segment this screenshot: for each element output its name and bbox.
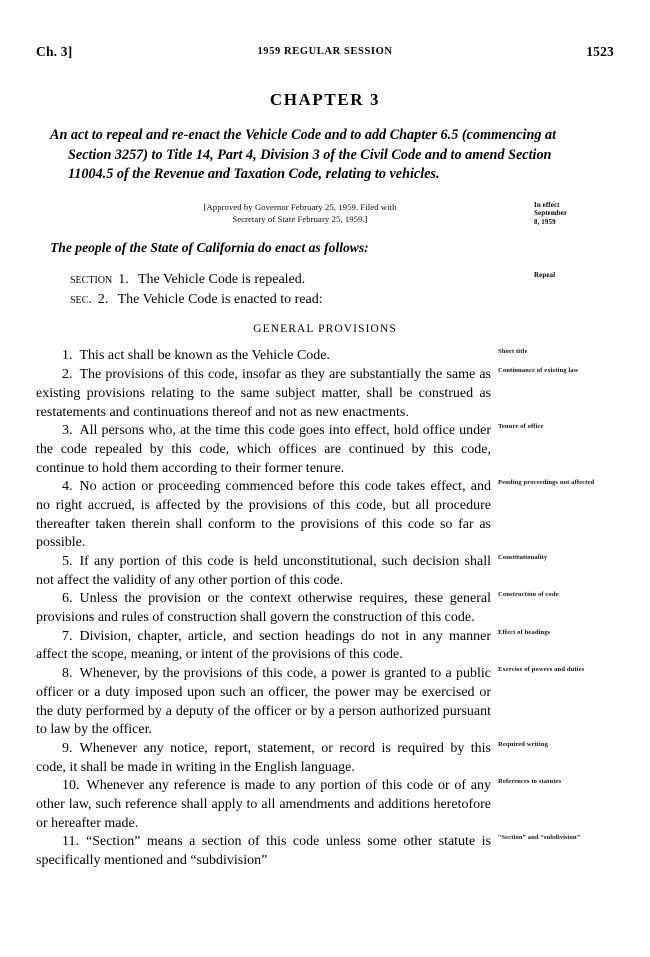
provision-row [36, 553, 614, 590]
provisions-body [36, 347, 614, 870]
provision-number: 10. [62, 778, 80, 794]
provision-row [36, 628, 614, 665]
provision-text: Whenever, by the provisions of this code, a power is granted to a public officer or a duty imposed upon such an officer, the power may be exercised or the duty performed by a deputy of the officer or by a person authorized pursuant to law by the officer. [36, 666, 491, 738]
provision-sidenote: Tenure of office [498, 423, 544, 431]
enacting-clause: The people of the State of California do enact as follows: [50, 239, 369, 255]
section-line-1 [70, 270, 614, 290]
provision-row [36, 590, 614, 627]
sidenote-in-effect: In effect September 8, 1959 [534, 200, 568, 226]
section-1-number: 1. [118, 271, 129, 287]
provision-row [36, 478, 614, 553]
page-content [36, 44, 614, 871]
section-line-2 [70, 290, 614, 310]
provision-sidenote: Effect of headings [498, 628, 551, 636]
provision-row [36, 422, 614, 478]
section-2-number: 2. [97, 291, 109, 307]
sidenote-repeal: Repeal [534, 270, 556, 279]
section-1-label: section [70, 271, 113, 287]
provision-sidenote: Short title [498, 348, 528, 356]
provision-row [36, 777, 614, 833]
provision-paragraph [36, 478, 491, 553]
act-title-line-3: 4, Division 3 of the Civil Code and to amend Section 11004.5 [68, 146, 552, 183]
section-2-label: sec. [70, 291, 92, 307]
provision-number: 4. [62, 479, 73, 495]
provision-paragraph [36, 422, 491, 478]
provision-sidenote: Continuance of existing law [498, 367, 579, 375]
provision-sidenote: Exercise of powers and duties [498, 666, 585, 674]
chapter-heading: CHAPTER 3 [269, 90, 381, 109]
running-head-session: 1959 REGULAR SESSION [257, 46, 393, 57]
provision-paragraph [36, 740, 491, 777]
provision-paragraph [36, 366, 491, 422]
provision-sidenote: References to statutes [498, 778, 562, 786]
provision-text: This act shall be known as the Vehicle Code. [79, 348, 331, 364]
provision-row [36, 366, 614, 422]
general-provisions-heading: GENERAL PROVISIONS [253, 323, 397, 336]
running-head-chapter: Ch. 3] [36, 44, 73, 59]
provision-text: Whenever any reference is made to any portion of this code or of any other law, such reference shall apply to all amendments and additions heretofore or hereafter made. [36, 778, 491, 831]
provision-paragraph [36, 590, 491, 627]
act-title [50, 126, 596, 185]
provision-text: “Section” means a section of this code unless some other statute is specifically mentioned and “subdivision” [36, 834, 491, 868]
provision-paragraph [36, 347, 491, 366]
provision-sidenote: Required writing [498, 740, 549, 748]
provision-number: 6. [62, 591, 73, 607]
provision-row [36, 833, 614, 870]
provision-number: 7. [62, 628, 73, 644]
running-head [36, 44, 614, 68]
provision-paragraph [36, 777, 491, 833]
section-lines [36, 270, 614, 310]
provision-paragraph [36, 665, 491, 740]
provision-row [36, 740, 614, 777]
approval-line-1: [Approved by Governor February 25, 1959. Filed with [203, 201, 397, 212]
provision-number: 2. [62, 367, 73, 383]
provision-text: Whenever any notice, report, statement, or record is required by this code, it shall be made in writing in the English language. [36, 740, 491, 775]
act-title-line-2: Chapter 6.5 (commencing at Section 3257) to Title 14, Part [68, 127, 557, 163]
section-1-text: The Vehicle Code is repealed. [137, 271, 306, 287]
provision-text: Unless the provision or the context otherwise requires, these general provisions and rules of construction shall govern the construction of this code. [36, 591, 491, 626]
provision-paragraph [36, 833, 491, 870]
approval-block [36, 201, 614, 226]
approval-text [36, 201, 614, 226]
provision-paragraph [36, 553, 491, 590]
provision-number: 11. [62, 834, 79, 850]
provision-row [36, 347, 614, 366]
provision-sidenote: Pending proceedings not affected [498, 479, 595, 487]
provision-text: No action or proceeding commenced before this code takes effect, and no right accrued, is affected by the provisions of this code, but all procedure thereafter taken therein shall conform to the provisions of this code so far as possible. [36, 479, 491, 551]
provision-text: The provisions of this code, insofar as they are substantially the same as existing provisions relating to the same subject matter, shall be construed as restatements and continuations thereof and not as new enactments. [36, 367, 491, 420]
provision-text: All persons who, at the time this code goes into effect, hold office under the code repealed by this code, which offices are continued by this code, continue to hold them according to their former tenure. [36, 423, 491, 476]
act-title-line-4: of the Revenue and Taxation Code, relating to vehicles. [116, 166, 440, 183]
provision-text: Division, chapter, article, and section headings do not in any manner affect the scope, meaning, or intent of the provisions of this code. [36, 628, 491, 663]
provision-sidenote: “Section” and “subdivision” [498, 834, 581, 842]
approval-line-2: Secretary of State February 25, 1959.] [232, 214, 368, 225]
act-title-line-1: An act to repeal and re-enact the Vehicle Code and to add [50, 127, 387, 143]
running-head-page-number: 1523 [586, 44, 614, 59]
provision-row [36, 665, 614, 740]
provision-number: 3. [62, 423, 73, 439]
provision-sidenote: Constitutionality [498, 554, 548, 561]
provision-paragraph [36, 628, 491, 665]
provision-sidenote: Construction of code [498, 591, 559, 599]
provision-number: 8. [62, 666, 73, 682]
provision-number: 9. [62, 740, 73, 756]
provision-number: 1. [62, 348, 73, 364]
provision-number: 5. [62, 554, 73, 569]
provision-text: If any portion of this code is held unconstitutional, such decision shall not affect the validity of any other portion of this code. [36, 554, 491, 588]
section-2-text: The Vehicle Code is enacted to read: [117, 291, 323, 307]
